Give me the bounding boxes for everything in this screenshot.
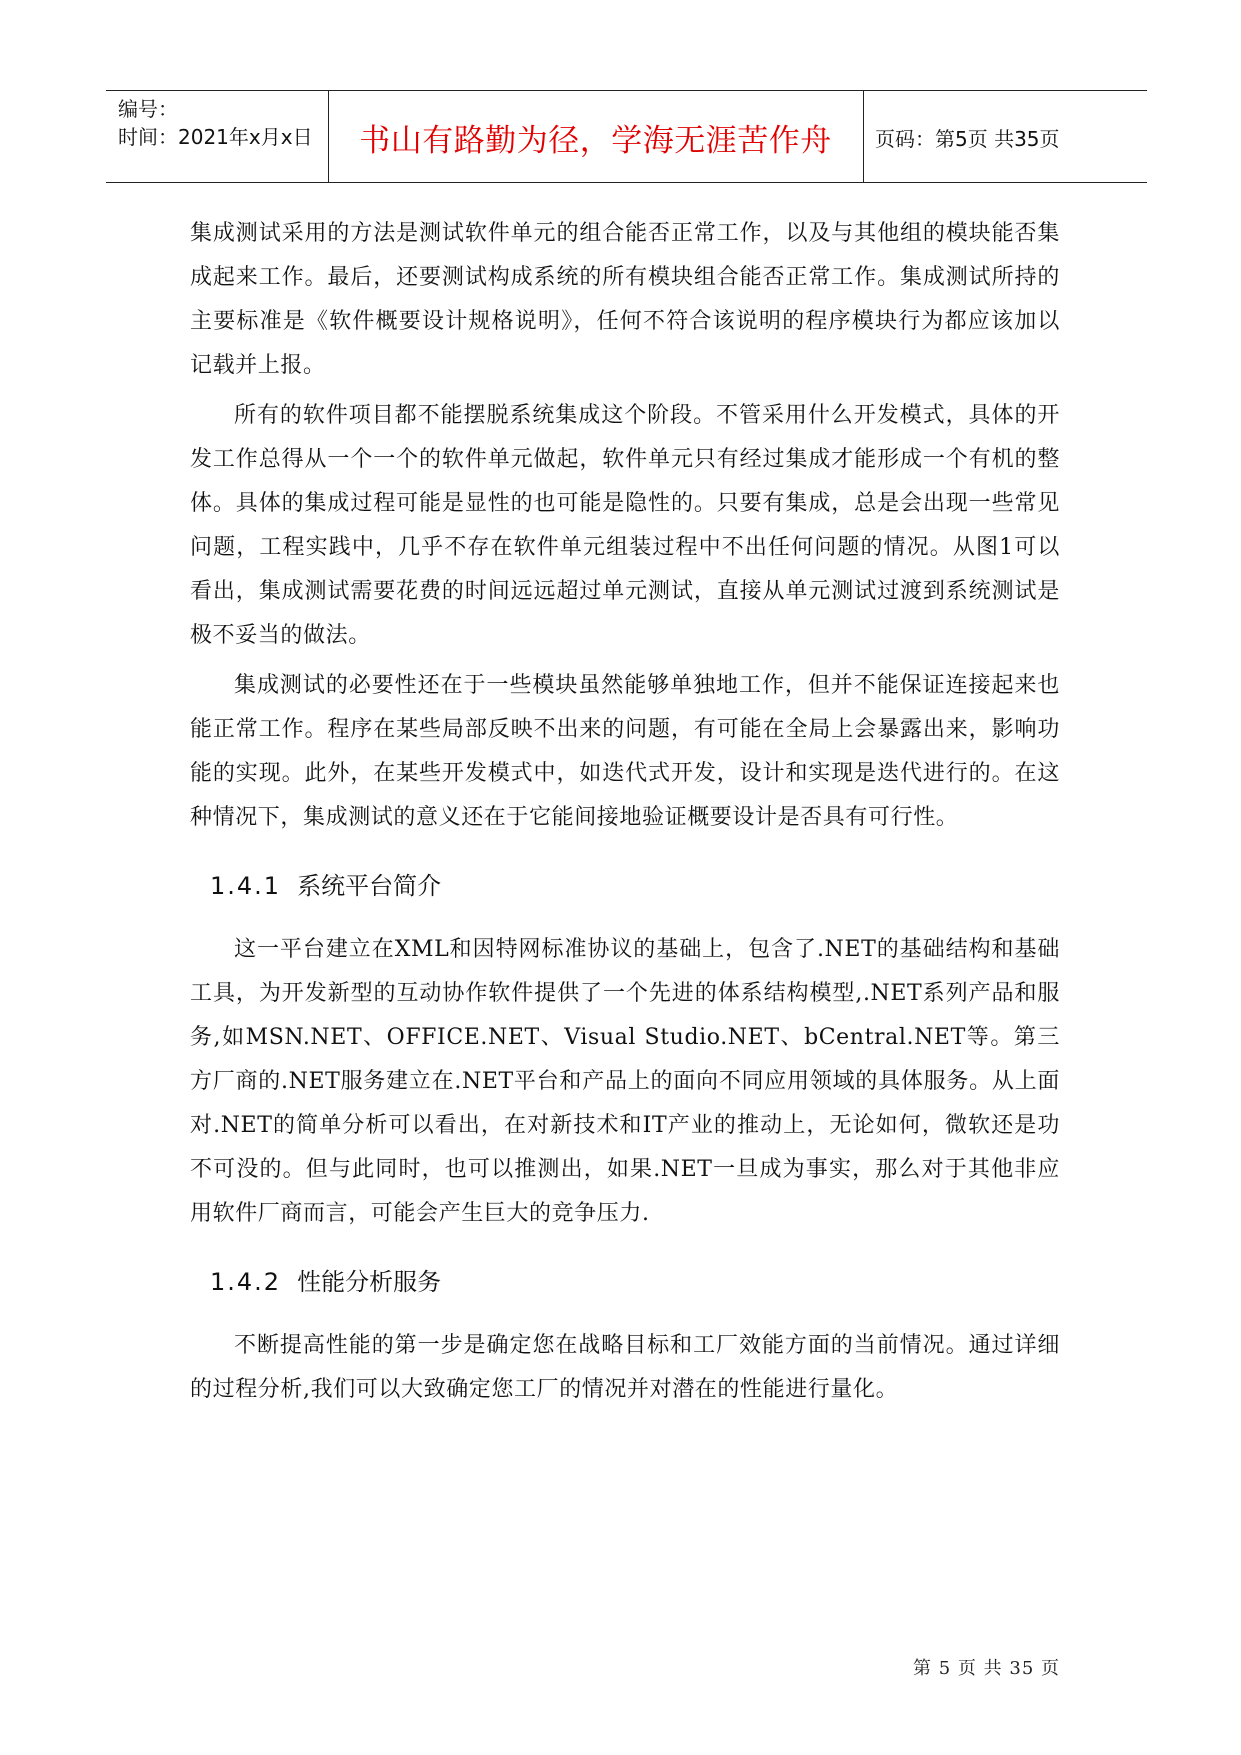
body-paragraph: 不断提高性能的第一步是确定您在战略目标和工厂效能方面的当前情况。通过详细的过程分析,我们可以大致确定您工厂的情况并对潜在的性能进行量化。 xyxy=(190,1333,1060,1402)
section-title: 系统平台简介 xyxy=(297,872,442,900)
body-paragraph: 集成测试的必要性还在于一些模块虽然能够单独地工作，但并不能保证连接起来也能正常工作。程序在某些局部反映不出来的问题，有可能在全局上会暴露出来，影响功能的实现。此外，在某些开发模式中，如迭代式开发，设计和实现是迭代进行的。在这种情况下，集成测试的意义还在于它能间接地验证概要设计是否具有可行性。 xyxy=(190,673,1060,830)
header-meta xyxy=(118,95,313,151)
body-paragraph: 集成测试采用的方法是测试软件单元的组合能否正常工作，以及与其他组的模块能否集成起来工作。最后，还要测试构成系统的所有模块组合能否正常工作。集成测试所持的主要标准是《软件概要设计规格说明》，任何不符合该说明的程序模块行为都应该加以记载并上报。 xyxy=(190,221,1060,378)
document-number-label: 编号： xyxy=(118,97,178,121)
section-title: 性能分析服务 xyxy=(297,1268,442,1296)
section-number: 1.4.1 xyxy=(210,872,282,900)
header-motto: 书山有路勤为径，学海无涯苦作舟 xyxy=(359,123,832,159)
page-header xyxy=(106,90,1147,183)
body-paragraph: 这一平台建立在XML和因特网标准协议的基础上，包含了.NET的基础结构和基础工具，为开发新型的互动协作软件提供了一个先进的体系结构模型,.NET系列产品和服务,如MSN.NET、OFFICE.NET、Visual Studio.NET、bCentral.NET等。第三方厂商的.NET服务建立在.NET平台和产品上的面向不同应用领域的具体服务。从上面对.NET的简单分析可以看出，在对新技术和IT产业的推动上，无论如何，微软还是功不可没的。但与此同时，也可以推测出，如果.NET一旦成为事实，那么对于其他非应用软件厂商而言，可能会产生巨大的竞争压力. xyxy=(190,937,1060,1226)
document-date-label: 时间：2021年x月x日 xyxy=(118,125,313,149)
section-number: 1.4.2 xyxy=(210,1268,282,1296)
header-page-number: 页码：第5页 共35页 xyxy=(875,127,1060,151)
section-heading-1-4-1 xyxy=(210,868,1060,904)
page-footer: 第 5 页 共 35 页 xyxy=(913,1658,1060,1679)
body-paragraph: 所有的软件项目都不能摆脱系统集成这个阶段。不管采用什么开发模式，具体的开发工作总得从一个一个的软件单元做起，软件单元只有经过集成才能形成一个有机的整体。具体的集成过程可能是显性的也可能是隐性的。只要有集成，总是会出现一些常见问题，工程实践中，几乎不存在软件单元组装过程中不出任何问题的情况。从图1可以看出，集成测试需要花费的时间远远超过单元测试，直接从单元测试过渡到系统测试是极不妥当的做法。 xyxy=(190,403,1060,648)
document-body xyxy=(190,212,1060,1412)
section-heading-1-4-2 xyxy=(210,1264,1060,1300)
